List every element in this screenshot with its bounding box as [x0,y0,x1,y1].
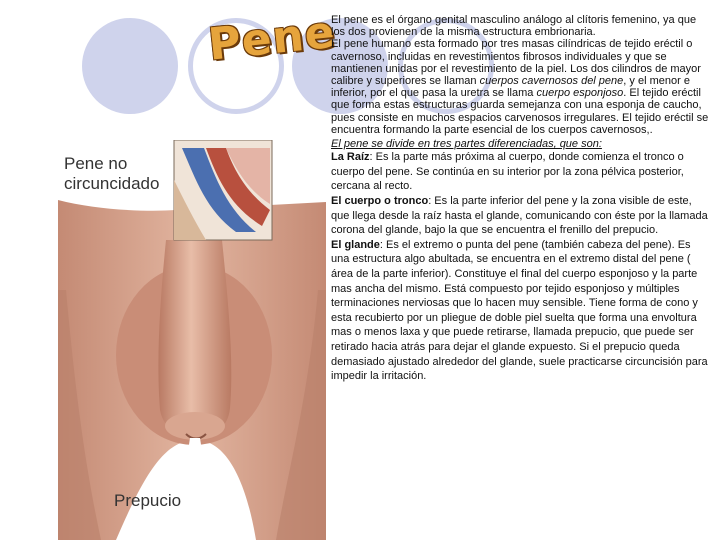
anatomy-illustration [56,140,326,540]
cuerpo-text: : Es la parte inferior del pene y la zona visible de este, que llega desde la raíz hasta el glande, comunicando con éste por la llamada corona del glande, bajo la que se encuentra el frenillo del prepucio. [331,195,708,237]
label-uncircumcised-line1: Pene no [64,154,128,173]
raiz-text: : Es la parte más próxima al cuerpo, donde comienza el tronco o cuerpo del pene. Se continúa en su interior por la zona pélvica posterior, cercana al recto. [331,151,684,193]
glande-label: El glande [331,238,380,251]
glande-text: : Es el extremo o punta del pene (también cabeza del pene). Es una estructura algo abultada, se encuentra en el extremo distal del pene ( área de la parte inferior). Constituye el final del cuerpo esponjoso y la parte mas ancha del mismo. Está compuesto por tejido esponjoso y múltiples terminaciones nerviosas que lo hacen muy sensible. Tiene forma de cono y esta recubierto por un pliegue de doble piel suelta que forma una envoltura mas o menos laxa y que puede retirarse, llamada prepucio, que puede ser retirado hacia atrás para dejar el glande expuesto. Si el prepucio queda demasiado ajustado alrededor del glande, suele practicarse circuncisión para impedir la irritación. [331,238,708,383]
body-text [331,14,711,384]
term-cuerpo-esponjoso: cuerpo esponjoso [536,87,624,100]
penis-shaft [158,240,231,438]
paragraph-raiz [331,150,711,194]
illustration-drawing [56,140,326,540]
parts-heading [331,138,711,150]
paragraph-structure [331,38,711,136]
label-prepucio: Prepucio [114,491,182,510]
parts-heading-text: El pene se divide en tres partes diferenciadas, que son: [331,138,602,151]
paragraph-intro: El pene es el órgano genital masculino análogo al clítoris femenino, ya que los dos provienen de la misma estructura embrionaria. [331,14,697,39]
paragraph-cuerpo [331,194,711,238]
structure-text-c: . El tejido eréctil que forma estas estructuras guarda semejanza con una esponja de caucho, pues consiste en muchos espacios carvenosos irregulares. El tejido eréctil se encuentra formando la parte esencial de los cuerpos cavernosos,. [331,87,709,136]
raiz-label: La Raíz [331,151,370,164]
foreskin-tip [165,412,225,440]
slide-title: Pene [206,6,338,71]
structure-text-b: , y el menor e inferior, por el que pasa la uretra se llama [331,75,690,100]
label-uncircumcised [64,154,159,194]
cuerpo-label: El cuerpo o tronco [331,195,429,208]
decorative-circle-1 [82,18,178,114]
label-uncircumcised-line2: circuncidado [64,174,160,193]
paragraph-glande [331,238,711,384]
term-cuerpos-cavernosos: cuerpos cavernosos del pene [479,75,624,88]
structure-text-a: El pene humano esta formado por tres masas cilíndricas de tejido eréctil o cavernoso, incluidas en revestimientos fibrosos individuales y que se mantienen unidas por el revestimiento de la piel. Los dos cilindros de mayor calibre y superiores se llaman [331,38,701,88]
